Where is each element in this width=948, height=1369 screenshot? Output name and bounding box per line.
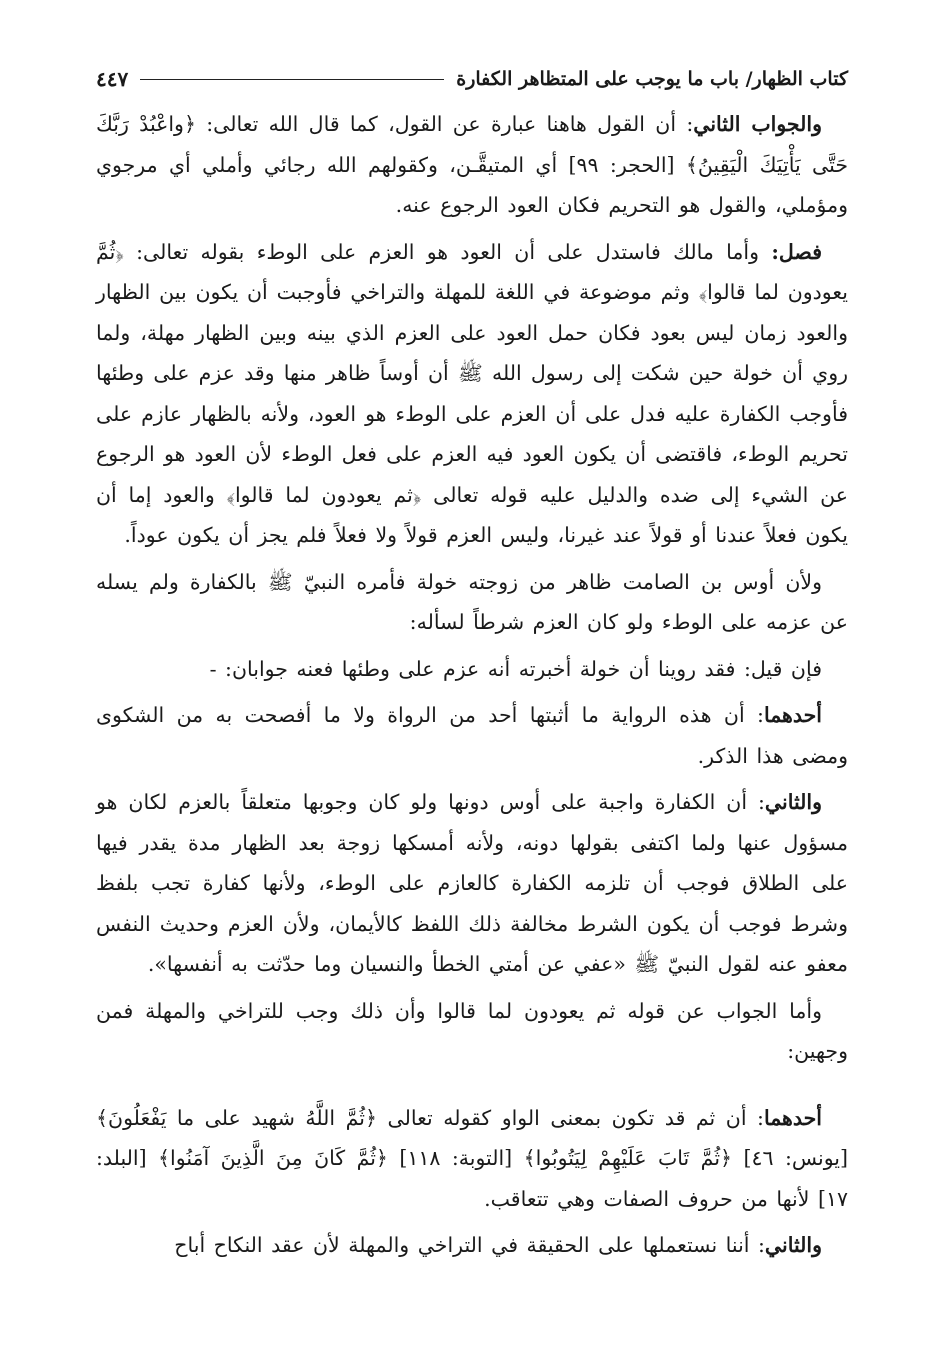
- paragraph-text: ولأن أوس بن الصامت ظاهر من زوجته خولة فأمره النبيّ ﷺ بالكفارة ولم يسله عن عزمه على الوطء ولو كان العزم شرطاً لسأله:: [96, 569, 848, 634]
- paragraph: [96, 1225, 848, 1266]
- paragraph-text: فإن قيل: فقد روينا أن خولة أخبرته أنه عزم على وطئها فعنه جوابان: -: [209, 656, 822, 681]
- document-page: [96, 62, 848, 1362]
- header-title: كتاب الظهار/ باب ما يوجب على المتظاهر الكفارة: [456, 68, 848, 90]
- paragraph-text: : أن القول هاهنا عبارة عن القول، كما قال الله تعالى: ﴿واعْبُدْ رَبَّكَ حَتَّى يَأْتِيَكَ الْيَقِينُ﴾ [الحجر: ٩٩] أي المتيقَّـن، وكقولهم الله رجائي وأملي أي مرجوي ومؤملي، والقول هو التحريم فكان العود الرجوع عنه.: [96, 112, 848, 217]
- paragraph-lead: والثاني: [764, 790, 822, 814]
- paragraph: [96, 562, 848, 643]
- paragraph-lead: أحدهما: [763, 1105, 822, 1130]
- paragraph: [96, 232, 848, 556]
- paragraph-lead: فصل:: [771, 239, 822, 264]
- paragraph: [96, 695, 848, 776]
- paragraph: [96, 104, 848, 226]
- paragraph: [96, 782, 848, 985]
- paragraph: [96, 1098, 848, 1220]
- paragraph-text: : أن الكفارة واجبة على أوس دونها ولو كان وجوبها متعلقاً بالعزم لكان هو مسؤول عنها ولما اكتفى بقولها دونه، ولأنه أمسكها زوجة بعد الظهار مدة يقدر فيها على الطلاق فوجب أن تلزمه الكفارة كالعازم على الوطء، ولأنها كفارة تجب بلفظ وشرط فوجب أن يكون الشرط مخالفة ذلك اللفظ كالأيمان، ولأن العزم وحديث النفس معفو عنه لقول النبيّ ﷺ «عفي عن أمتي الخطأ والنسيان وما حدّثت به أنفسها».: [96, 790, 848, 976]
- paragraph: [96, 991, 848, 1072]
- paragraph: [96, 649, 848, 690]
- paragraph-text: وأما مالك فاستدل على أن العود هو العزم على الوطء بقوله تعالى: ﴿ثُمَّ يعودون لما قالوا﴾ وثم موضوعة في اللغة للمهلة والتراخي فأوجبت أن يكون بين الظهار والعود زمان ليس بعود فكان حمل العود على العزم الذي بينه وبين الظهار مهلة، ولما روي أن خولة حين شكت إلى رسول الله ﷺ أن أوساً ظاهر منها وقد عزم على وطئها فأوجب الكفارة عليه فدل على أن العزم على الوطء هو العود، ولأنه بالظهار عازم على تحريم الوطء، فاقتضى أن يكون العود فيه العزم على فعل الوطء لأن العود هو الرجوع عن الشيء إلى ضده والدليل عليه قوله تعالى ﴿ثم يعودون لما قالوا﴾ والعود إما أن يكون فعلاً عندنا أو قولاً عند غيرنا، وليس العزم قولاً ولا فعلاً فلم يجز أن يكون عوداً.: [96, 239, 848, 547]
- paragraph-text: : أننا نستعملها على الحقيقة في التراخي والمهلة لأن عقد النكاح أباح: [174, 1233, 765, 1257]
- paragraph-text: وأما الجواب عن قوله ثم يعودون لما قالوا وأن ذلك وجب للتراخي والمهلة فمن وجهين:: [96, 998, 848, 1063]
- paragraph-lead: أحدهما: [763, 703, 822, 727]
- paragraph-text: : أن هذه الرواية ما أثبتها أحد من الرواة ولا ما أفصحت به من الشكوى ومضى هذا الذكر.: [96, 703, 848, 768]
- paragraph-lead: والثاني: [764, 1233, 822, 1257]
- paragraph-text: : أن ثم قد تكون بمعنى الواو كقوله تعالى ﴿ثُمَّ اللَّهُ شهيد على ما يَفْعَلُونَ﴾ [يونس: ٤٦] ﴿ثُمَّ تَابَ عَلَيْهِمْ لِيَتُوبُوا﴾ [التوبة: ١١٨] ﴿ثُمَّ كَانَ مِنَ الَّذِينَ آمَنُوا﴾ [البلد: ١٧] لأنها من حروف الصفات وهي تتعاقب.: [96, 1105, 848, 1211]
- paragraph-lead: والجواب الثاني: [693, 112, 822, 136]
- running-header: [96, 62, 848, 96]
- header-rule: [140, 79, 444, 80]
- page-number: ٤٤٧: [96, 67, 129, 91]
